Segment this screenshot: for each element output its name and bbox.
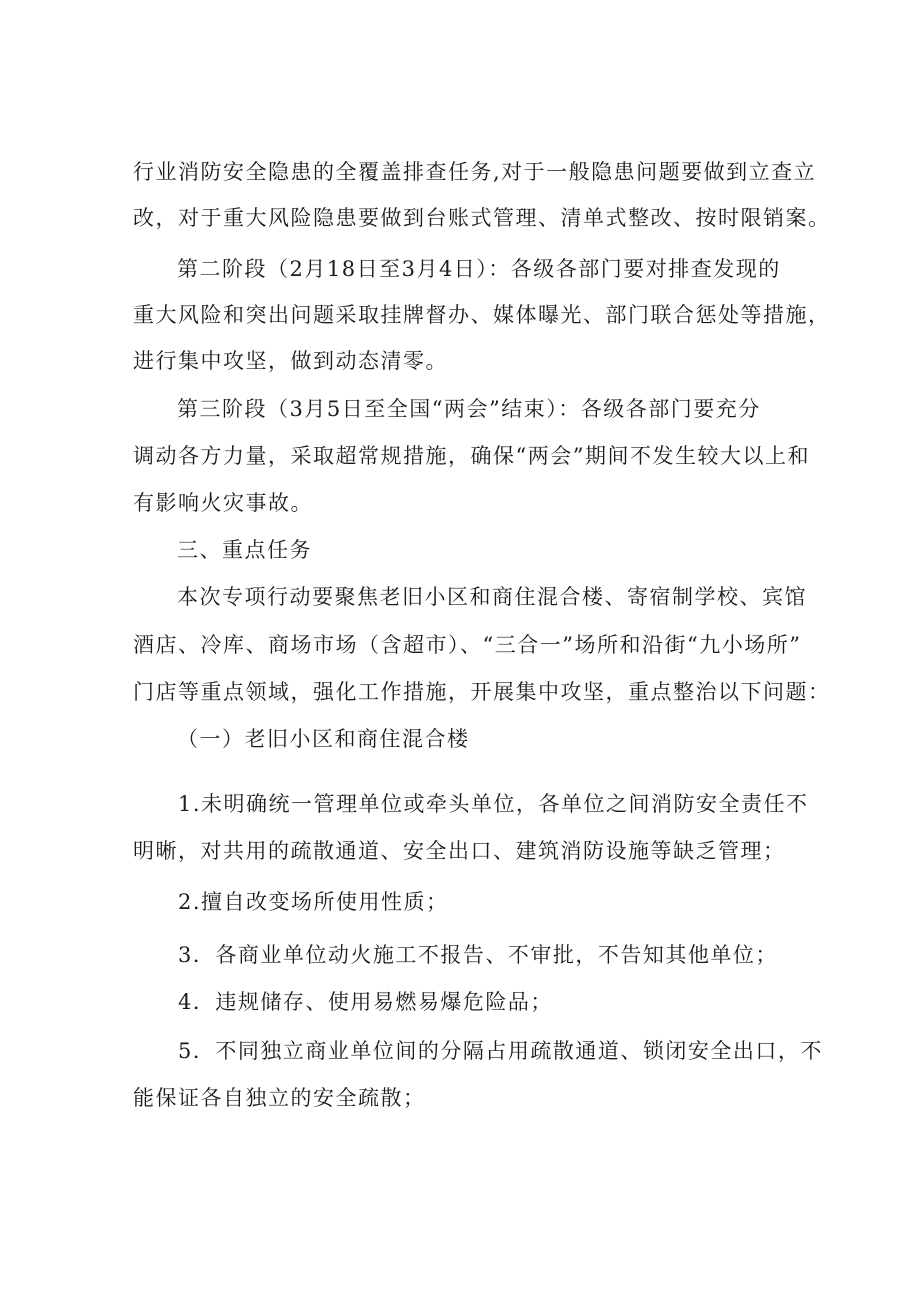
list-item: 4．违规储存、使用易燃易爆危险品； [178,990,553,1014]
section-heading: 三、重点任务 [177,538,312,562]
list-item-continuation: 明晰，对共用的疏散通道、安全出口、建筑消防设施等缺乏管理； [133,839,786,863]
paragraph-line: 改，对于重大风险隐患要做到台账式管理、清单式整改、按时限销案。 [133,206,831,230]
list-item: 3．各商业单位动火施工不报告、不审批，不告知其他单位； [178,943,778,967]
list-item-continuation: 能保证各自独立的安全疏散； [133,1086,426,1110]
paragraph-line: 第二阶段（2月18日至3月4日）：各级各部门要对排查发现的 [177,257,781,281]
paragraph-line: 重大风险和突出问题采取挂牌督办、媒体曝光、部门联合惩处等措施， [133,303,831,327]
subsection-heading: （一）老旧小区和商住混合楼 [177,727,470,751]
paragraph-line: 有影响火灾事故。 [133,491,313,515]
paragraph-line: 酒店、冷库、商场市场（含超市）、“三合一”场所和沿街“九小场所” [133,633,802,657]
list-item: 1.未明确统一管理单位或牵头单位，各单位之间消防安全责任不 [178,792,809,816]
paragraph-line: 进行集中攻坚，做到动态清零。 [133,349,448,373]
paragraph-line: 第三阶段（3月5日至全国“两会”结束）：各级各部门要充分 [177,397,761,421]
paragraph-line: 行业消防安全隐患的全覆盖排查任务,对于一般隐患问题要做到立查立 [133,160,817,184]
list-item: 2.擅自改变场所使用性质； [178,890,449,914]
list-item: 5．不同独立商业单位间的分隔占用疏散通道、锁闭安全出口，不 [178,1039,823,1063]
paragraph-line: 本次专项行动要聚焦老旧小区和商住混合楼、寄宿制学校、宾馆 [177,585,807,609]
paragraph-line: 调动各方力量，采取超常规措施，确保“两会”期间不发生较大以上和 [133,444,810,468]
paragraph-line: 门店等重点领域，强化工作措施，开展集中攻坚，重点整治以下问题： [133,680,831,704]
